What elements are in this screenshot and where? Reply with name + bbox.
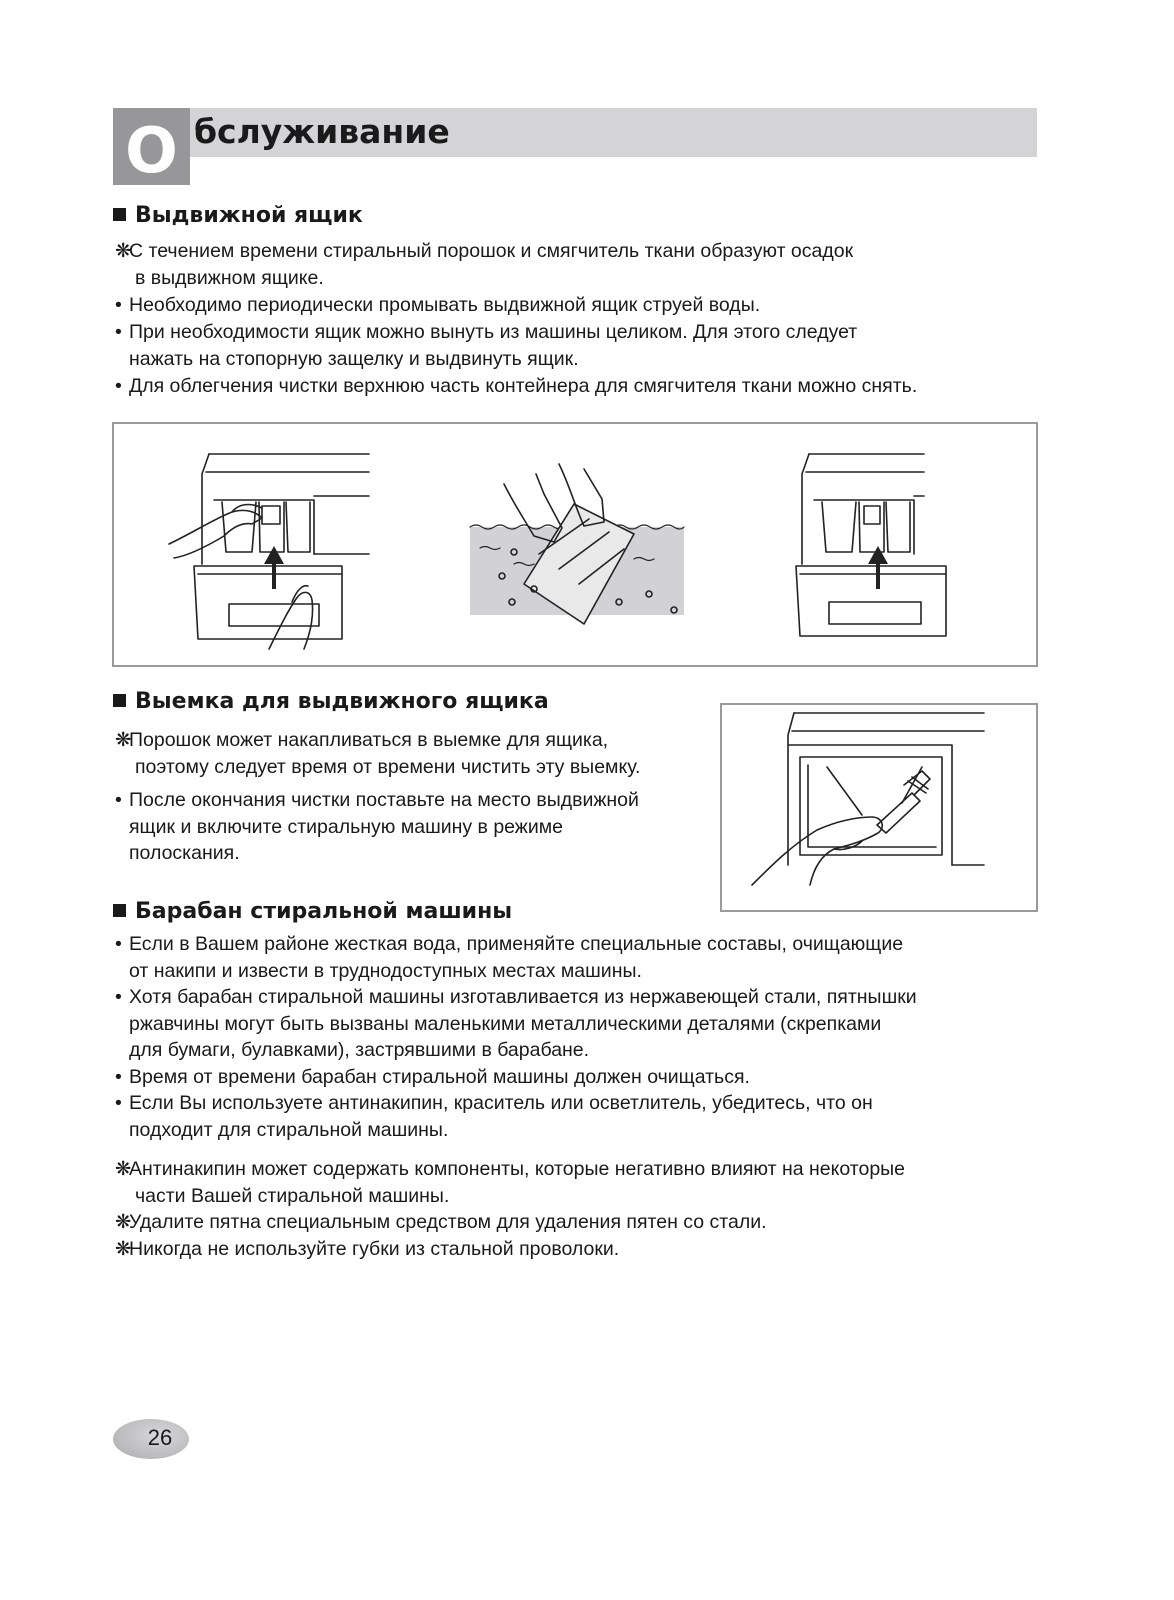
- drawer-release-illustration: [169, 454, 369, 649]
- asterisk-marker-icon: ❋: [115, 1158, 132, 1180]
- asterisk-marker-icon: ❋: [115, 1238, 132, 1260]
- drawer-cleaning-figure: [112, 422, 1038, 667]
- drawer-cleaning-illustration: [114, 424, 1036, 665]
- square-bullet-icon: [113, 904, 126, 917]
- drum-item-descaler: • Если Вы используете антинакипин, краситель или осветлитель, убедитесь, что он подходит для стиральной машины.: [115, 1092, 873, 1141]
- recess-cleaning-figure: [720, 703, 1038, 912]
- square-bullet-icon: [113, 694, 126, 707]
- page-title: бслуживание: [194, 112, 450, 151]
- bullet-marker-icon: •: [115, 933, 122, 955]
- drum-item-rust: • Хотя барабан стиральной машины изготавливается из нержавеющей стали, пятнышки ржавчины могут быть вызваны маленькими металлическими деталями (скрепками для бумаги, булавками), застрявшими в барабане.: [115, 986, 917, 1062]
- drum-note-no-steel-wool: ❋Никогда не используйте губки из стальной проволоки.: [115, 1236, 619, 1263]
- asterisk-marker-icon: ❋: [115, 1211, 132, 1233]
- asterisk-marker-icon: ❋: [115, 240, 132, 262]
- drum-note-descaler-warning: ❋Антинакипин может содержать компоненты, которые негативно влияют на некоторые части Вашей стиральной машины.: [115, 1158, 906, 1207]
- bullet-marker-icon: •: [115, 789, 122, 811]
- drum-note-stain-remover: ❋Удалите пятна специальным средством для удаления пятен со стали.: [115, 1209, 767, 1236]
- asterisk-marker-icon: ❋: [115, 729, 132, 751]
- recess-brush-illustration: [722, 705, 1036, 910]
- drawer-reinsert-illustration: [796, 454, 946, 636]
- recess-item-reinstall: • После окончания чистки поставьте на место выдвижной ящик и включите стиральную машину в режиме полоскания.: [115, 789, 639, 865]
- recess-note-accumulation: ❋Порошок может накапливаться в выемке для ящика, поэтому следует время от времени чистить эту выемку.: [115, 729, 641, 778]
- drum-item-clean: • Время от времени барабан стиральной машины должен очищаться.: [115, 1064, 750, 1091]
- recess-section-heading: Выемка для выдвижного ящика: [113, 687, 549, 717]
- bullet-marker-icon: •: [115, 1066, 122, 1088]
- title-initial-letter: О: [125, 114, 178, 187]
- drawer-item-rinse: • Необходимо периодически промывать выдвижной ящик струей воды.: [115, 292, 760, 319]
- drawer-note-residue: ❋С течением времени стиральный порошок и смягчитель ткани образуют осадок в выдвижном ящике.: [115, 240, 854, 289]
- drawer-section-heading: Выдвижной ящик: [113, 201, 363, 231]
- drum-item-hard-water: • Если в Вашем районе жесткая вода, применяйте специальные составы, очищающие от накипи и извести в труднодоступных местах машины.: [115, 933, 904, 982]
- bullet-marker-icon: •: [115, 375, 122, 397]
- drawer-item-softener-top: • Для облегчения чистки верхнюю часть контейнера для смягчителя ткани можно снять.: [115, 373, 917, 400]
- bullet-marker-icon: •: [115, 294, 122, 316]
- bullet-marker-icon: •: [115, 321, 122, 343]
- bullet-marker-icon: •: [115, 986, 122, 1008]
- bullet-marker-icon: •: [115, 1092, 122, 1114]
- drum-section-heading: Барабан стиральной машины: [113, 897, 512, 927]
- drawer-rinse-illustration: [470, 464, 684, 624]
- drawer-item-remove: • При необходимости ящик можно вынуть из машины целиком. Для этого следует нажать на стопорную защелку и выдвинуть ящик.: [115, 321, 858, 370]
- page-number: 26: [147, 1425, 173, 1450]
- square-bullet-icon: [113, 208, 126, 221]
